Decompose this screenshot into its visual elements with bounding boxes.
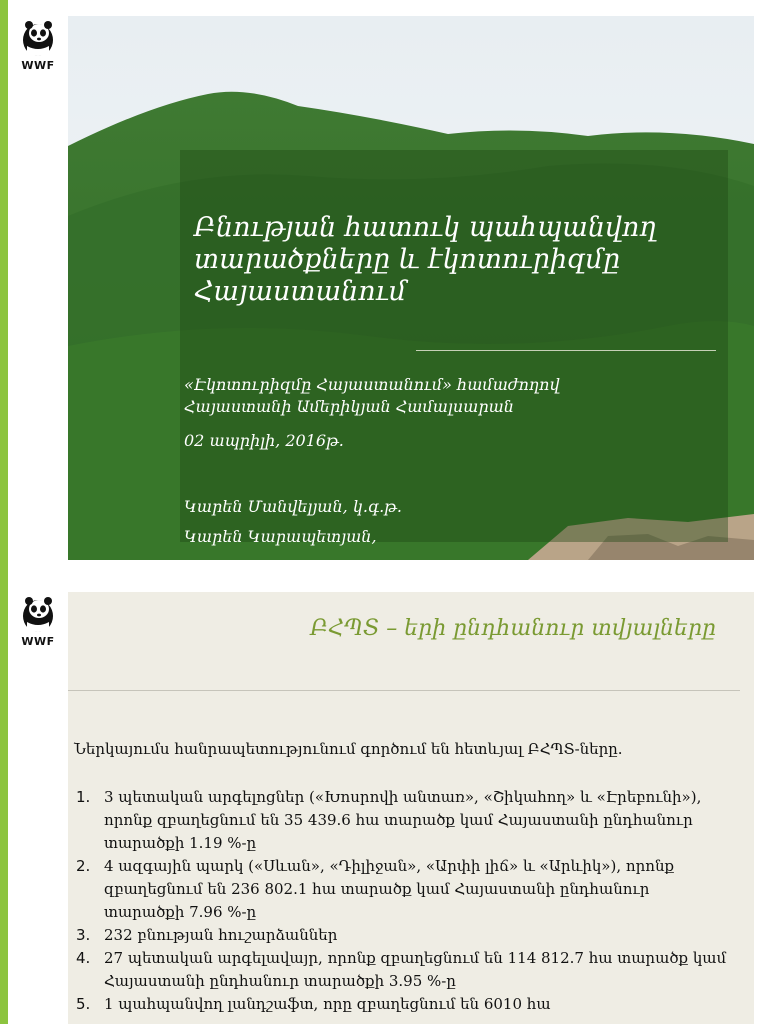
list-number: 1. xyxy=(76,788,91,806)
list-item-text: 27 պետական արգելավայր, որոնք զբաղեցնում են 114 812.7 հա տարածք կամ Հայաստանի ընդհանուր տարածքի 3.95 %-ը xyxy=(104,949,727,990)
author-2: Կարեն Կարապետյան, xyxy=(184,527,377,546)
list-number: 5. xyxy=(76,995,91,1013)
list-item xyxy=(74,993,734,1016)
list-number: 4. xyxy=(76,949,91,967)
protected-areas-list xyxy=(74,786,734,1016)
author-1: Կարեն Մանվելյան, կ.գ.թ. xyxy=(184,497,402,516)
list-number: 2. xyxy=(76,857,91,875)
title-divider xyxy=(416,350,716,351)
heading-divider xyxy=(68,690,740,691)
list-number: 3. xyxy=(76,926,91,944)
left-accent-bar xyxy=(0,0,8,1024)
panda-icon xyxy=(20,18,56,58)
list-item-text: 232 բնության հուշարձաններ xyxy=(104,926,338,944)
slide-heading: ԲՀՊՏ – երի ընդհանուր տվյալները xyxy=(310,616,716,641)
wwf-logo-text: WWF xyxy=(21,635,55,648)
title-overlay-box xyxy=(180,150,728,542)
venue-name: Հայաստանի Ամերիկյան Համալսարան xyxy=(184,397,514,416)
list-item-text: 3 պետական արգելոցներ («Խոսրովի անտառ», «Շիկահող» և «Էրեբունի»), որոնք զբաղեցնում են 35 439.6 հա տարածք կամ Հայաստանի ընդհանուր տարածքի 1.19 %-ը xyxy=(104,788,702,852)
content-slide xyxy=(68,592,754,1024)
wwf-logo xyxy=(18,18,58,72)
wwf-logo xyxy=(18,594,58,648)
list-item xyxy=(74,924,734,947)
panda-icon xyxy=(20,594,56,634)
list-item xyxy=(74,786,734,855)
list-item-text: 4 ազգային պարկ («Սևան», «Դիլիջան», «Արփի լիճ» և «Արևիկ»), որոնք զբաղեցնում են 236 802.1 հա տարածք կամ Հայաստանի ընդհանուր տարածքի 7.96 %-ը xyxy=(104,857,675,921)
list-item-text: 1 պահպանվող լանդշաֆտ, որը զբաղեցնում են 6010 հա xyxy=(104,995,551,1013)
slide-title: Բնության հատուկ պահպանվող տարածքները և էկոտուրիզմը Հայաստանում xyxy=(194,212,657,307)
title-slide xyxy=(68,16,754,560)
wwf-logo-text: WWF xyxy=(21,59,55,72)
list-item xyxy=(74,855,734,924)
list-item xyxy=(74,947,734,993)
conference-name: «Էկոտուրիզմը Հայաստանում» համաժողով xyxy=(184,375,560,394)
intro-text: Ներկայումս հանրապետությունում գործում են հետևյալ ԲՀՊՏ-ները. xyxy=(74,740,623,758)
presentation-date: 02 ապրիլի, 2016թ. xyxy=(184,431,344,450)
